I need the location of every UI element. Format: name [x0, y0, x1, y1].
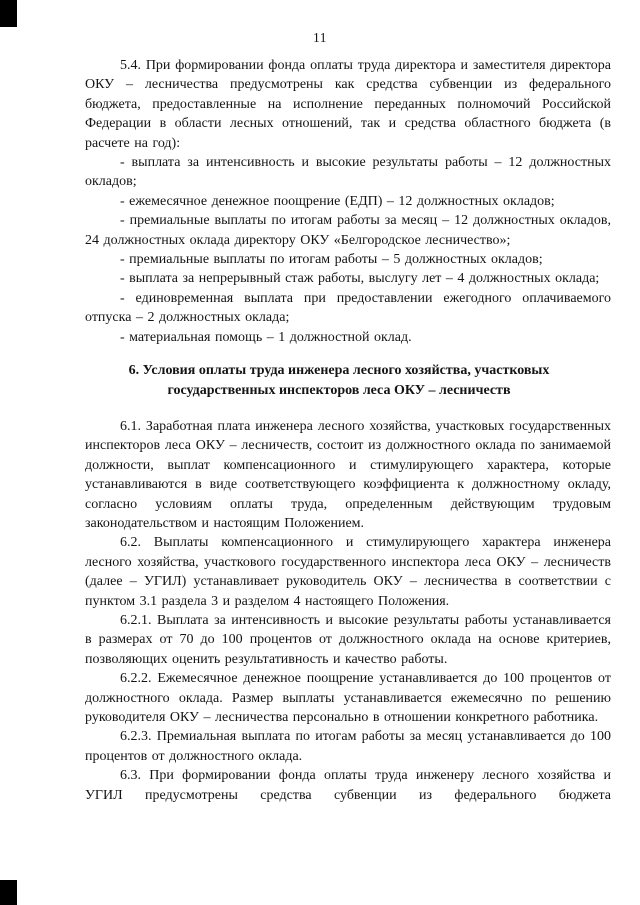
paragraph-6-2: 6.2. Выплаты компенсационного и стимулирующего характера инженера лесного хозяйства, участкового государственного инспектора леса ОКУ – лесничеств (далее – УГИЛ) устанавливает руководитель ОКУ – лесничества в соответствии с пунктом 3.1 раздела 3 и разделом 4 настоящего Положения. — [85, 535, 611, 609]
section-heading-6: 6. Условия оплаты труда инженера лесного хозяйства, участковых государственных инспекторов леса ОКУ – лесничеств — [128, 363, 550, 398]
list-item-monthly-bonus: - премиальные выплаты по итогам работы за месяц – 12 должностных окладов, 24 должностных оклада директору ОКУ «Белгородское лесничество»; — [85, 213, 611, 248]
document-content — [85, 56, 611, 805]
scan-corner-mark-bottom-left — [0, 880, 17, 905]
list-item-material-aid: - материальная помощь – 1 должностной оклад. — [120, 329, 412, 345]
list-item-results-bonus: - премиальные выплаты по итогам работы – 5 должностных окладов; — [120, 252, 543, 268]
paragraph-6-2-3: 6.2.3. Премиальная выплата по итогам работы за месяц устанавливается до 100 процентов от должностного оклада. — [85, 729, 611, 764]
paragraph-5-4: 5.4. При формировании фонда оплаты труда директора и заместителя директора ОКУ – лесничества предусмотрены как средства субвенции из федерального бюджета, предоставленные на исполнение переданных полномочий Российской Федерации в области лесных отношений, так и средства областного бюджета (в расчете на год): — [85, 58, 611, 151]
paragraph-6-2-1: 6.2.1. Выплата за интенсивность и высокие результаты работы устанавливается в размерах от 70 до 100 процентов от должностного оклада на основе критериев, позволяющих оценить результативность и качество работы. — [85, 612, 611, 667]
list-item-vacation-payment: - единовременная выплата при предоставлении ежегодного оплачиваемого отпуска – 2 должностных оклада; — [85, 290, 611, 326]
paragraph-6-1: 6.1. Заработная плата инженера лесного хозяйства, участковых государственных инспекторов леса ОКУ – лесничеств, состоит из должностного оклада по занимаемой должности, выплат компенсационного и стимулирующего характера, которые устанавливаются в виде соответствующего коэффициента к должностному окладу, согласно условиям оплаты труда, определенным действующим трудовым законодательством и настоящим Положением. — [85, 418, 611, 531]
list-item-intensity-payment: - выплата за интенсивность и высокие результаты работы – 12 должностных окладов; — [85, 155, 611, 190]
paragraph-6-3: 6.3. При формировании фонда оплаты труда инженеру лесного хозяйства и УГИЛ предусмотрены средства субвенции из федерального бюджета — [85, 768, 611, 803]
paragraph-6-2-2: 6.2.2. Ежемесячное денежное поощрение устанавливается до 100 процентов от должностного оклада. Размер выплаты устанавливается ежемесячно по решению руководителя ОКУ – лесничества персонально в отношении конкретного работника. — [85, 671, 611, 725]
page-number: 11 — [313, 30, 327, 45]
list-item-seniority-payment: - выплата за непрерывный стаж работы, выслугу лет – 4 должностных оклада; — [120, 271, 600, 287]
scan-corner-mark-top-left — [0, 0, 17, 27]
list-item-monthly-incentive: - ежемесячное денежное поощрение (ЕДП) – 12 должностных окладов; — [120, 193, 555, 209]
